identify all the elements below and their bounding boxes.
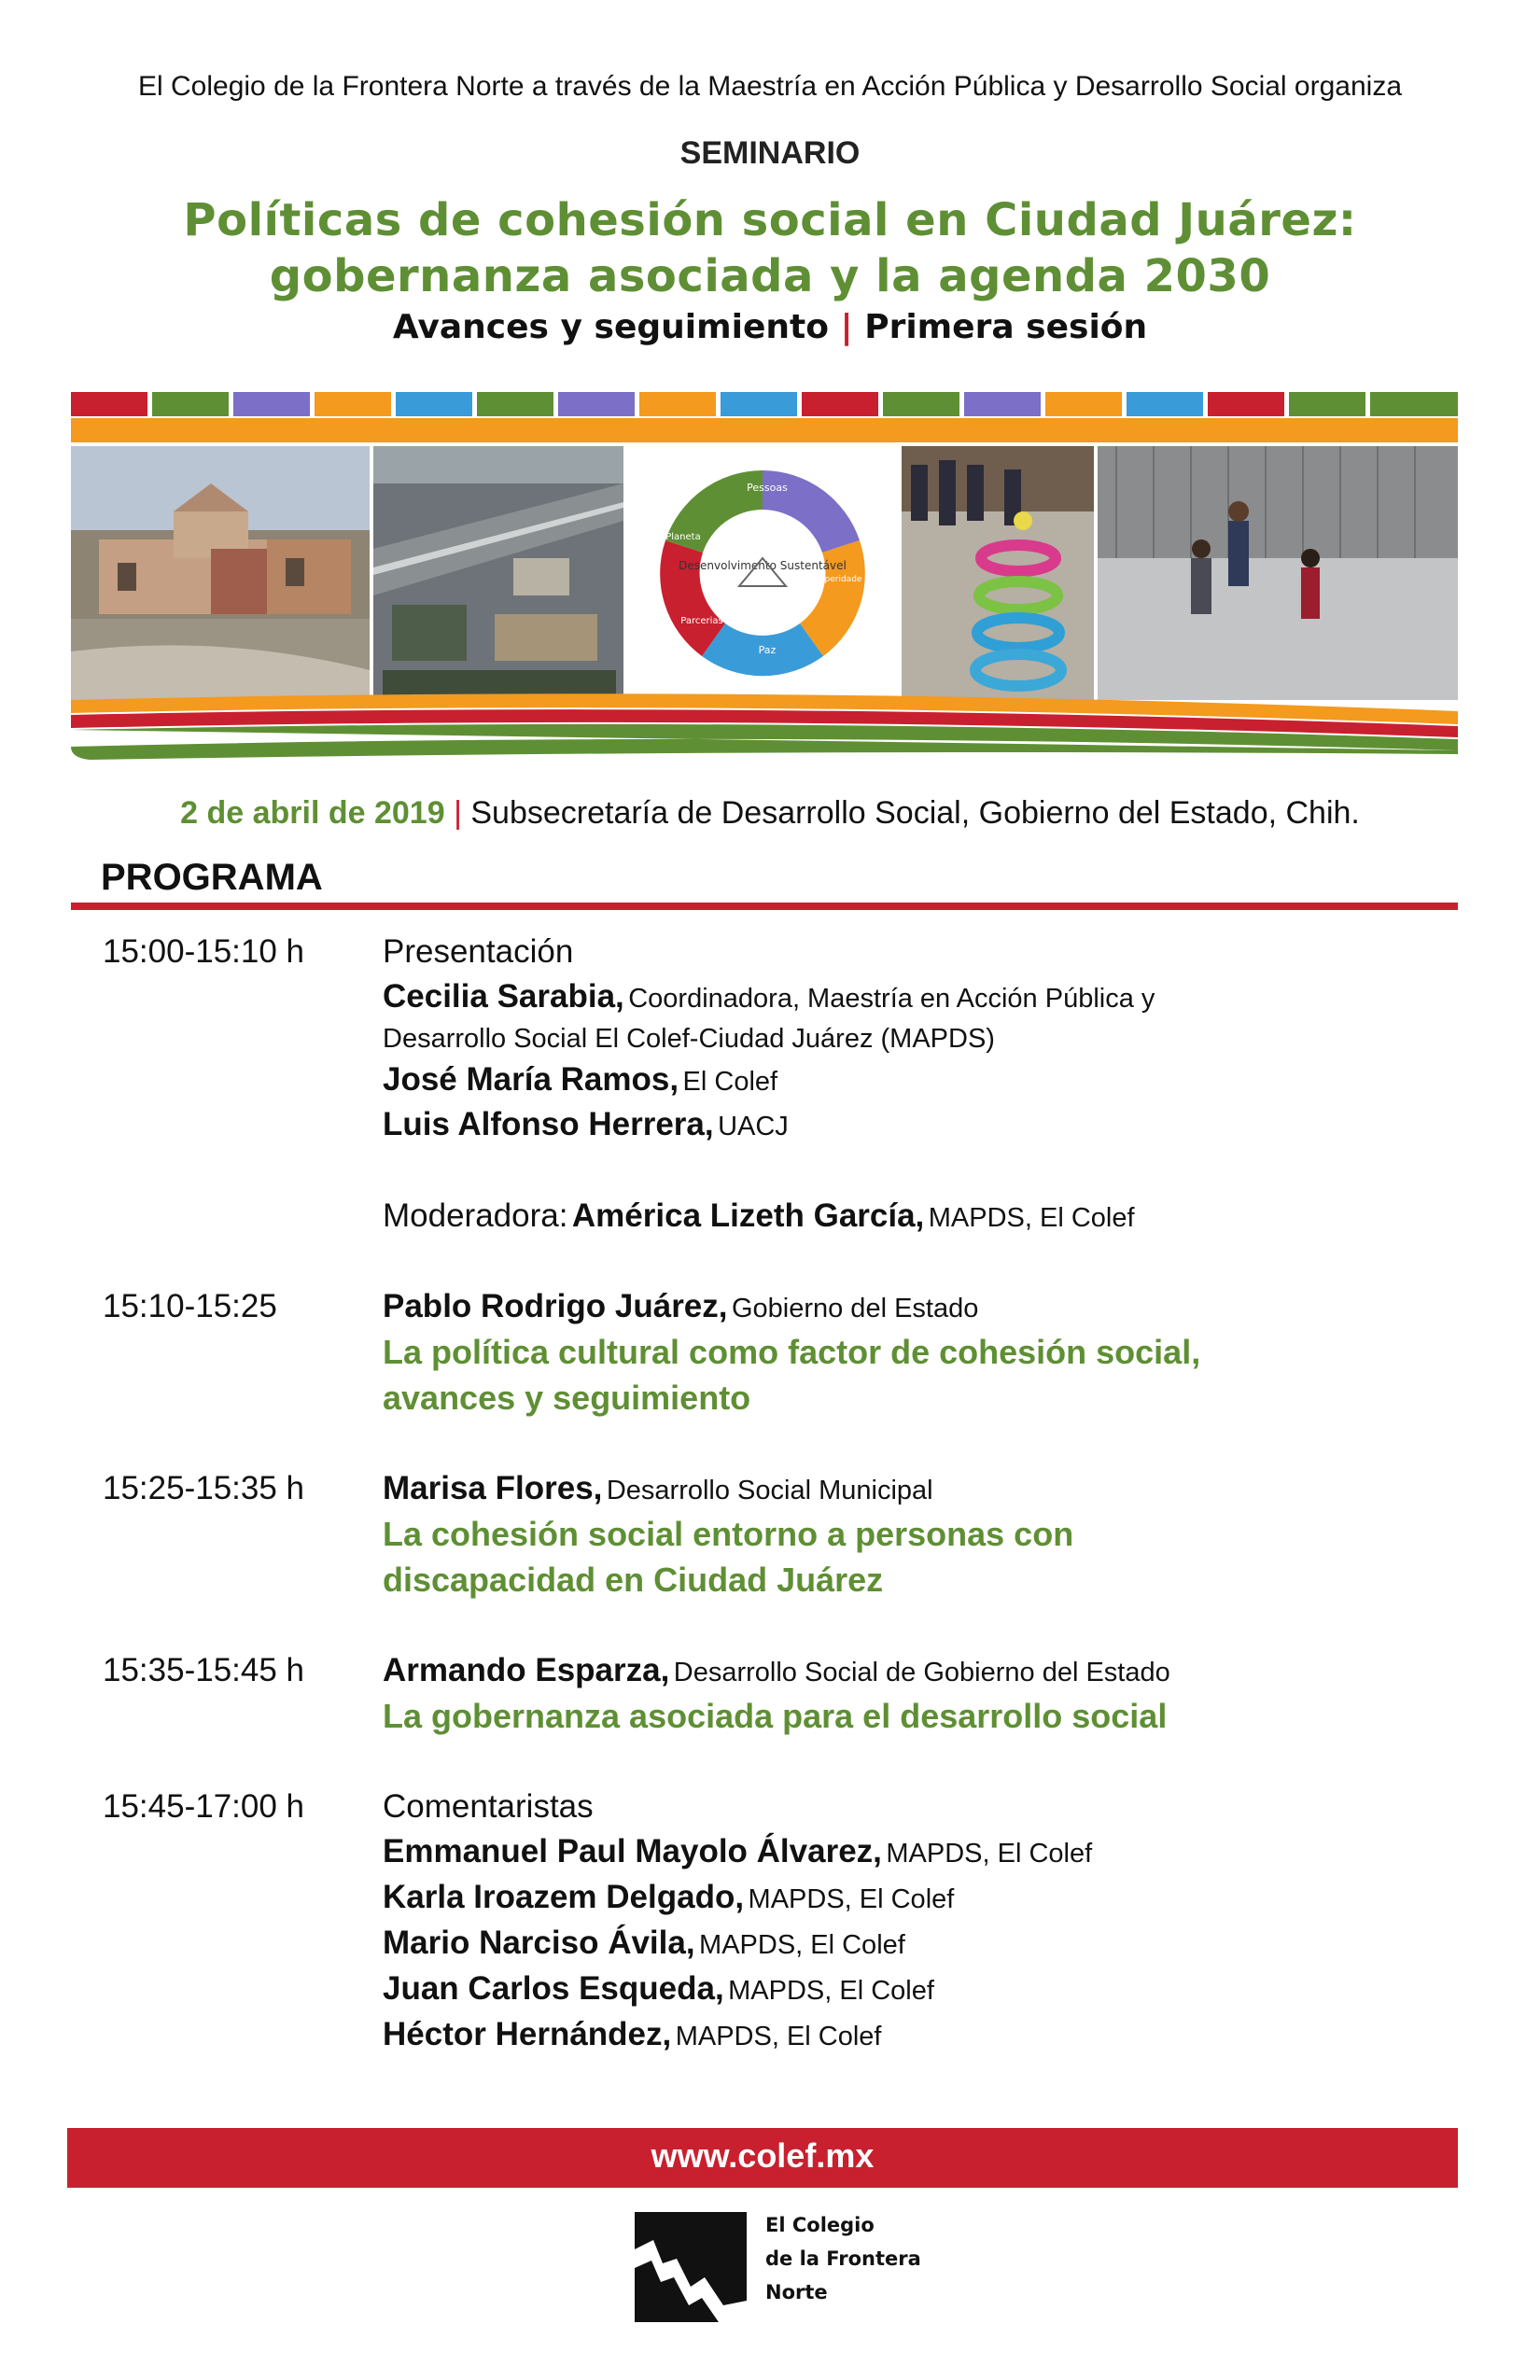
- talk-title: La cohesión social entorno a personas con: [383, 1515, 1074, 1553]
- color-bar: [1289, 392, 1365, 416]
- commentator-affiliation: MAPDS, El Colef: [748, 1884, 955, 1914]
- program-divider: [71, 903, 1458, 910]
- commentator-line: [383, 1925, 905, 1962]
- commentator-name: Karla Iroazem Delgado,: [383, 1879, 745, 1915]
- organizer-line: El Colegio de la Frontera Norte a través de la Maestría en Acción Pública y Desarrollo Social organiza: [137, 71, 1402, 102]
- commentator-affiliation: MAPDS, El Colef: [728, 1976, 934, 2006]
- moderator-label: Moderadora:: [383, 1197, 568, 1234]
- talk-title: La gobernanza asociada para el desarrollo social: [383, 1697, 1168, 1735]
- logo-text-line-3: Norte: [765, 2281, 828, 2303]
- speaker-name: Pablo Rodrigo Juárez,: [383, 1288, 728, 1324]
- moderator-line: [383, 1197, 1135, 1235]
- logo-mark-svg: [635, 2212, 747, 2322]
- commentator-line: [383, 1970, 934, 2008]
- speaker-line: [383, 1061, 777, 1099]
- speaker-affiliation: El Colef: [682, 1067, 778, 1097]
- photo-banner: [71, 392, 1458, 765]
- color-bar: [1370, 392, 1458, 416]
- houses-illustration: [71, 446, 370, 700]
- photo-houses: [71, 446, 370, 700]
- speaker-affiliation: UACJ: [718, 1112, 789, 1141]
- color-bar: [233, 392, 310, 416]
- color-bar: [315, 392, 391, 416]
- website-link[interactable]: www.colef.mx: [651, 2136, 875, 2175]
- wave-stripes: [71, 693, 1458, 765]
- photo-border-aerial: [373, 446, 623, 700]
- time-slot: 15:45-17:00 h: [103, 1788, 305, 1825]
- moderator-name: América Lizeth García,: [571, 1197, 925, 1234]
- date-separator: |: [454, 795, 462, 831]
- diagram-label-prosperidade: Prosperidade: [806, 575, 862, 584]
- logo-text-line-2: de la Frontera: [765, 2247, 921, 2270]
- speaker-name: José María Ramos,: [383, 1061, 679, 1098]
- event-date: 2 de abril de 2019: [180, 795, 445, 831]
- diagram-label-paz: Paz: [758, 644, 777, 656]
- photo-children-tires: [902, 446, 1094, 700]
- time-slot: 15:25-15:35 h: [103, 1470, 305, 1506]
- commentator-line: [383, 1879, 954, 1916]
- sdg-wheel-illustration: [627, 446, 898, 700]
- speaker-line: [383, 1470, 933, 1507]
- commentator-affiliation: MAPDS, El Colef: [699, 1930, 905, 1960]
- time-slot: 15:10-15:25: [103, 1288, 277, 1324]
- program-heading: PROGRAMA: [101, 857, 323, 898]
- color-bar: [1208, 392, 1284, 416]
- subtitle-left: Avances y seguimiento: [392, 308, 829, 346]
- speaker-name: Cecilia Sarabia,: [383, 978, 624, 1015]
- date-venue-line: [0, 795, 1540, 832]
- speaker-name: Luis Alfonso Herrera,: [383, 1106, 714, 1142]
- commentator-name: Mario Narciso Ávila,: [383, 1925, 695, 1961]
- speaker-name: Armando Esparza,: [383, 1652, 670, 1688]
- kids-illustration: [1098, 446, 1458, 700]
- subtitle: [0, 308, 1540, 346]
- speaker-affiliation-cont: Desarrollo Social El Colef-Ciudad Juárez (MAPDS): [383, 1024, 995, 1054]
- orange-band: [71, 418, 1458, 442]
- commentator-name: Emmanuel Paul Mayolo Álvarez,: [383, 1833, 882, 1869]
- color-bar: [1127, 392, 1203, 416]
- speaker-line: [383, 1652, 1170, 1689]
- color-bar: [152, 392, 229, 416]
- speaker-affiliation: Gobierno del Estado: [731, 1294, 979, 1323]
- color-bar: [639, 392, 716, 416]
- talk-title: La política cultural como factor de cohesión social,: [383, 1333, 1201, 1371]
- event-venue: Subsecretaría de Desarrollo Social, Gobierno del Estado, Chih.: [470, 795, 1360, 831]
- diagram-label-pessoas: Pessoas: [747, 482, 788, 494]
- talk-title-cont: discapacidad en Ciudad Juárez: [383, 1561, 884, 1599]
- commentator-affiliation: MAPDS, El Colef: [886, 1839, 1093, 1869]
- color-bar: [721, 392, 797, 416]
- time-slot: 15:35-15:45 h: [103, 1652, 305, 1688]
- time-slot: 15:00-15:10 h: [103, 933, 305, 970]
- aerial-illustration: [373, 446, 623, 700]
- speaker-line: [383, 1288, 978, 1325]
- logo-text-line-1: El Colegio: [765, 2214, 875, 2236]
- color-bar: [396, 392, 472, 416]
- speaker-affiliation: Coordinadora, Maestría en Acción Pública y: [628, 984, 1155, 1014]
- session-label: Presentación: [383, 933, 574, 970]
- sustainability-diagram: [627, 446, 898, 700]
- color-bar: [71, 392, 147, 416]
- color-bar: [558, 392, 635, 416]
- commentator-line: [383, 1833, 1092, 1870]
- commentator-name: Héctor Hernández,: [383, 2016, 672, 2052]
- diagram-label-parcerias: Parcerias: [680, 616, 723, 626]
- talk-title-cont: avances y seguimiento: [383, 1379, 751, 1417]
- commentator-affiliation: MAPDS, El Colef: [675, 2022, 882, 2051]
- moderator-affiliation: MAPDS, El Colef: [928, 1203, 1135, 1233]
- diagram-label-planeta: Planeta: [665, 532, 701, 542]
- title-line-2: gobernanza asociada y la agenda 2030: [269, 250, 1271, 302]
- color-bar: [802, 392, 878, 416]
- color-bar: [1045, 392, 1122, 416]
- speaker-line: [383, 1106, 789, 1143]
- tires-illustration: [902, 446, 1094, 700]
- speaker-name: Marisa Flores,: [383, 1470, 603, 1506]
- diagram-center-label: Desenvolvimento Sustentável: [679, 559, 847, 572]
- speaker-affiliation: Desarrollo Social de Gobierno del Estado: [673, 1658, 1170, 1687]
- speaker-affiliation: Desarrollo Social Municipal: [606, 1476, 933, 1505]
- colef-logo-icon: [635, 2212, 747, 2322]
- speaker-line: [383, 978, 1155, 1015]
- subtitle-separator: |: [840, 308, 853, 346]
- seminar-kicker: SEMINARIO: [679, 135, 861, 171]
- commentator-name: Juan Carlos Esqueda,: [383, 1970, 724, 2007]
- session-label: Comentaristas: [383, 1788, 594, 1825]
- color-bar: [964, 392, 1041, 416]
- commentator-line: [383, 2016, 882, 2053]
- subtitle-right: Primera sesión: [864, 308, 1148, 346]
- color-bar: [883, 392, 959, 416]
- color-bar: [477, 392, 553, 416]
- title-line-1: Políticas de cohesión social en Ciudad Juárez:: [183, 194, 1357, 246]
- photo-kids-playing: [1098, 446, 1458, 700]
